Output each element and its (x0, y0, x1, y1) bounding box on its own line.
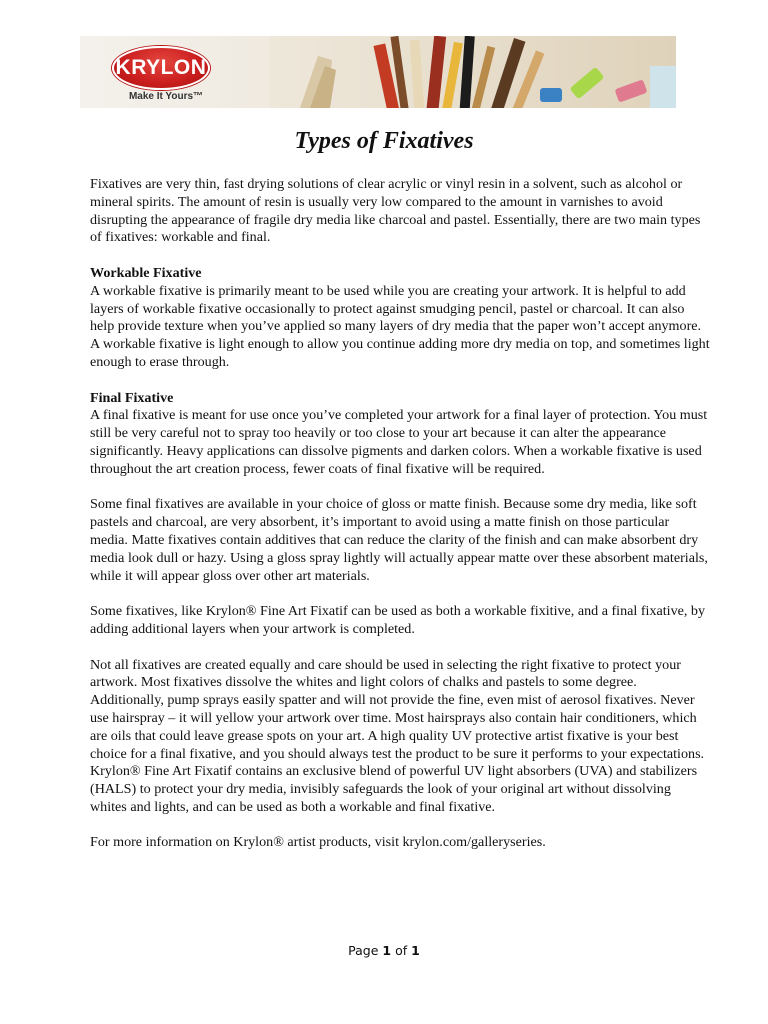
page-title: Types of Fixatives (294, 128, 474, 154)
current-page-number: 1 (382, 943, 392, 958)
page-footer (0, 943, 768, 958)
krylon-logo (108, 44, 212, 104)
header-banner (80, 36, 676, 108)
logo-tagline: Make It Yours™ (128, 91, 204, 102)
final-heading: Final Fixative (90, 389, 174, 406)
more-info-paragraph: For more information on Krylon® artist products, visit krylon.com/galleryseries. (90, 834, 546, 851)
logo-oval (112, 46, 210, 90)
care-paragraph: Not all fixatives are created equally and care should be used in selecting the right fixative to protect your artwork. Most fixatives dissolve the whites and light colors of chalks and pastels to some degree. Additionally, pump sprays easily spatter and will not provide the fine, even mist of aerosol fixatives. Never use hairspray – it will yellow your artwork over time. Most hairsprays also contain hair conditioners, which are oils that could leave grease spots on your art. A high quality UV protective artist fixative is your best choice for a final fixative, and you should always test the product to be sure it performs to your expectations. Krylon® Fine Art Fixatif contains an exclusive blend of powerful UV light absorbers (UVA) and stabilizers (HALS) to protect your dry media, invisibly safeguards the look of your original art without dissolving whites and lights, and can be used as both a workable and final fixative. (90, 656, 705, 815)
finish-paragraph: Some final fixatives are available in your choice of gloss or matte finish. Because some dry media, like soft pastels and charcoal, are very absorbent, it’s important to avoid using a matte finish on those particular media. Matte fixatives contain additives that can reduce the clarity of the finish and can make absorbent dry media look dull or hazy. Using a gloss spray lightly will actually appear matte over these absorbent materials, while it will appear gloss over other art materials. (90, 496, 708, 584)
workable-heading: Workable Fixative (90, 264, 202, 281)
workable-paragraph: A workable fixative is primarily meant to be used while you are creating your artwork. It is helpful to add layers of workable fixative occasionally to protect against smudging pencil, pastel or charcoal. It can also help provide texture when you’ve applied so many layers of dry media that the paper won’t accept anymore. A workable fixative is light enough to allow you continue adding more dry media on top, and sometimes light enough to erase through. (90, 282, 710, 370)
art-brushes-image (270, 36, 676, 108)
of-word: of (395, 943, 408, 958)
page-word: Page (348, 943, 379, 958)
document-body (90, 176, 710, 870)
logo-text: KRYLON (115, 56, 207, 79)
intro-paragraph: Fixatives are very thin, fast drying solutions of clear acrylic or vinyl resin in a solvent, such as alcohol or mineral spirits. The amount of resin is usually very low compared to the amount in varnishes to avoid disrupting the appearance of fragile dry media like charcoal and pastel. Essentially, there are two main types of fixatives: workable and final. (90, 176, 701, 246)
both-paragraph: Some fixatives, like Krylon® Fine Art Fixatif can be used as both a workable fixitive, and a final fixative, by adding additional layers when your artwork is completed. (90, 603, 706, 637)
total-pages-number: 1 (411, 943, 420, 958)
final-paragraph: A final fixative is meant for use once you’ve completed your artwork for a final layer of protection. You must still be very careful not to spray too heavily or too close to your art because it can alter the appearance significantly. Heavy applications can dissolve pigments and darken colors. When a workable fixative is used throughout the art creation process, fewer coats of final fixative will be required. (90, 407, 708, 477)
